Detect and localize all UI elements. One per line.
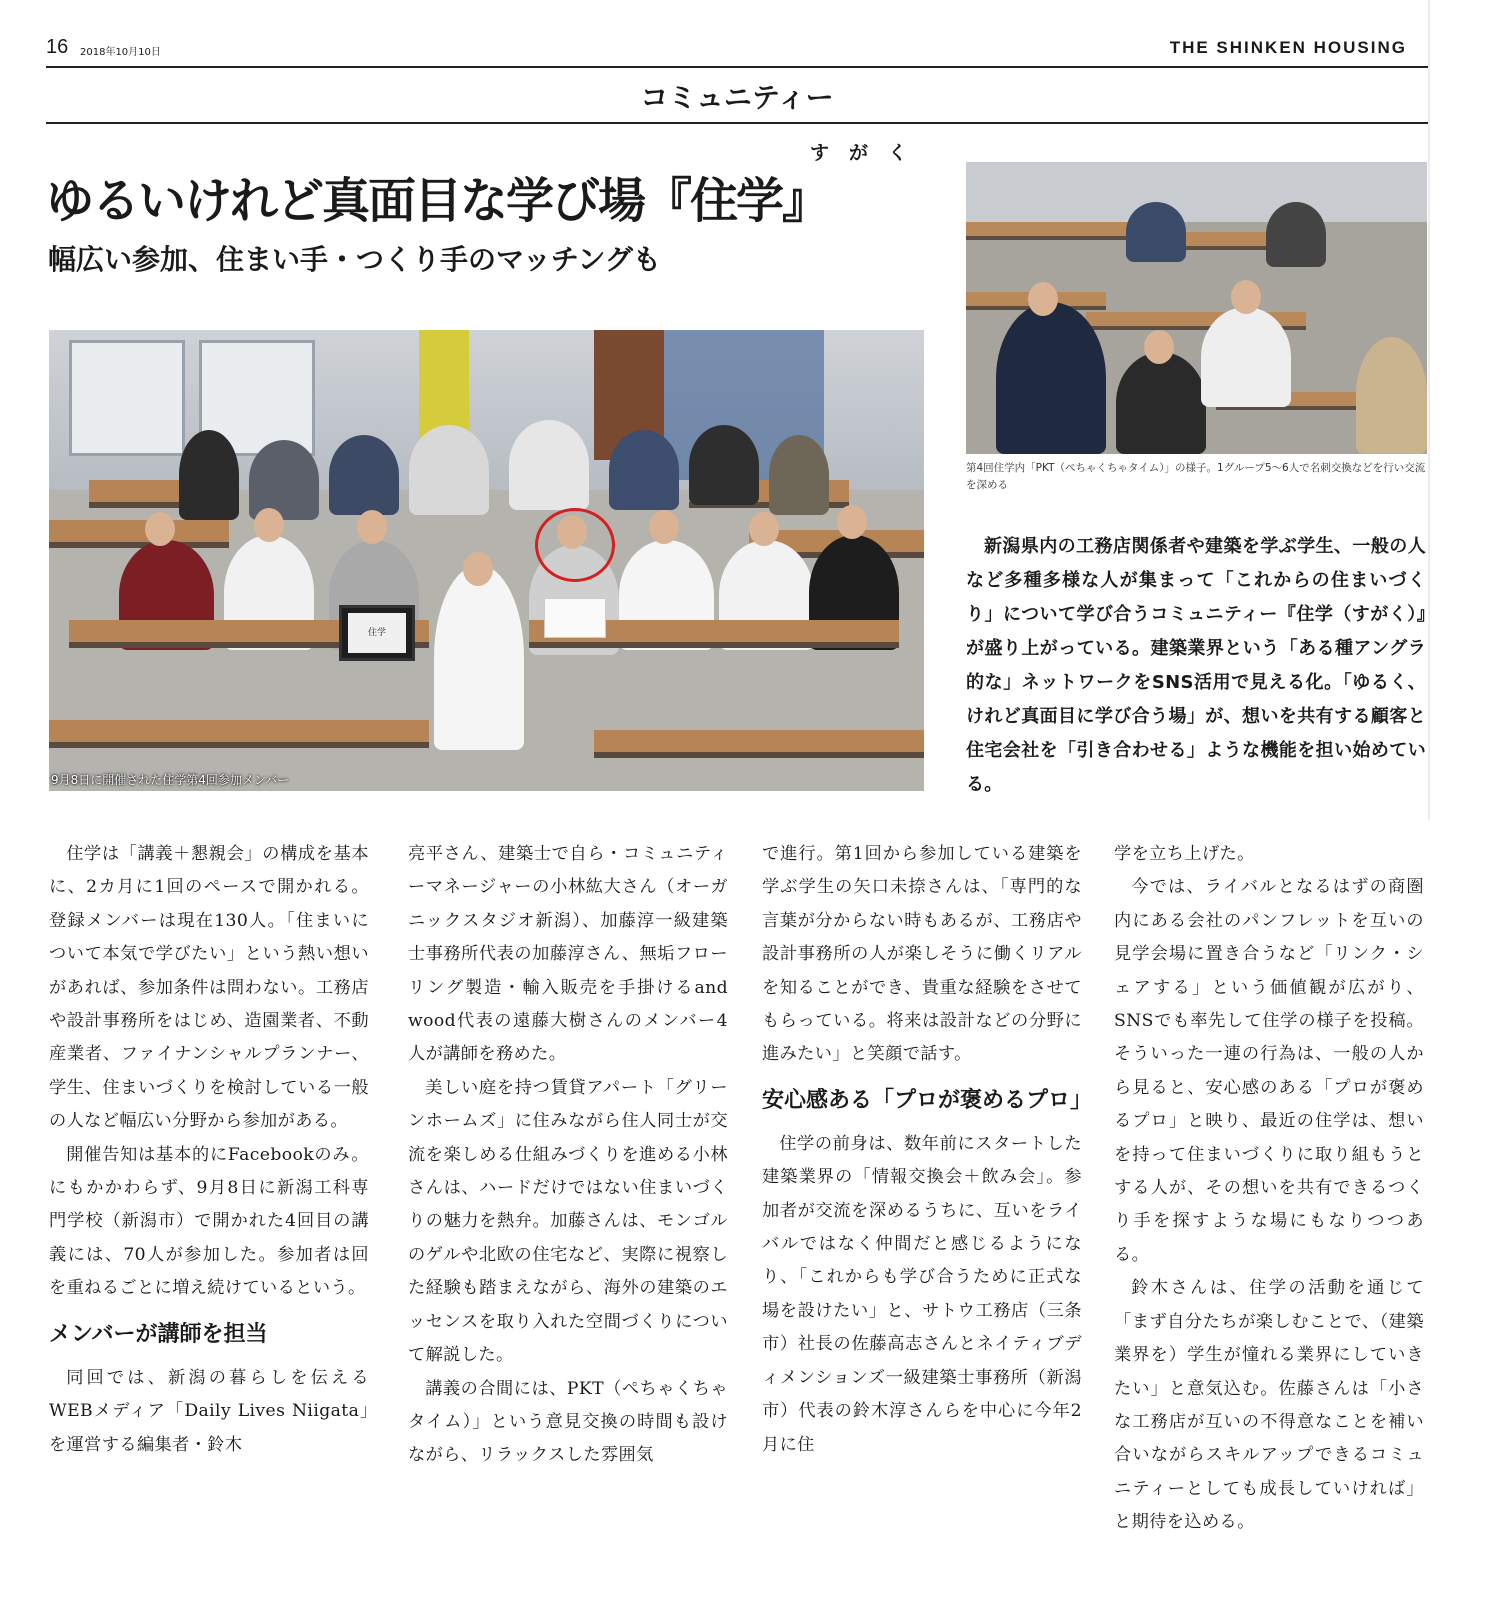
photo-front-desk bbox=[594, 730, 924, 758]
section-title: コミュニティー bbox=[640, 81, 834, 114]
issue-date: 2018年10月10日 bbox=[80, 47, 161, 58]
photo-face bbox=[649, 510, 679, 544]
photo-window bbox=[69, 340, 185, 456]
photo-person bbox=[769, 435, 829, 515]
page-edge bbox=[1428, 0, 1430, 820]
photo-person bbox=[609, 430, 679, 510]
section-rule bbox=[46, 122, 1428, 124]
body-column-3 bbox=[762, 838, 1093, 1462]
photo-face bbox=[357, 510, 387, 544]
workshop-photo bbox=[966, 162, 1427, 454]
photo-face bbox=[145, 512, 175, 546]
article-subtitle: 幅広い参加、住まい手・つくり手のマッチングも bbox=[48, 243, 661, 276]
photo-face bbox=[837, 505, 867, 539]
photo-person bbox=[179, 430, 239, 520]
body-paragraph: 今では、ライバルとなるはずの商圏内にある会社のパンフレットを互いの見学会場に置き合うなど「リンク・シェアする」という価値観が広がり、SNSでも率先して住学の様子を投稿。そういった一連の行為は、一般の人から見ると、安心感のある「プロが褒めるプロ」と映り、最近の住学は、想いを持って住まいづくりに取り組もうとする人が、その想いを共有できるつくり手を探すような場にもなりつつある。 bbox=[1114, 877, 1424, 1265]
photo-desk bbox=[49, 520, 229, 548]
photo-desk bbox=[966, 222, 1136, 240]
header-rule bbox=[46, 66, 1428, 68]
photo-person bbox=[329, 435, 399, 515]
subheading: メンバーが講師を担当 bbox=[49, 1321, 268, 1347]
laptop-screen-text: 住学 bbox=[348, 613, 406, 653]
photo-wall bbox=[966, 162, 1427, 222]
body-paragraph: 住学の前身は、数年前にスタートした建築業界の「情報交換会＋飲み会」。参加者が交流を深めるうちに、互いをライバルではなく仲間だと感じるようになり、「これからも学び合うために正式な場を設けたい」と、サトウ工務店（三条市）社長の佐藤高志さんとネイティブディメンションズ一級建築士事務所（新潟市）代表の鈴木淳さんらを中心に今年2月に住 bbox=[762, 1133, 1082, 1455]
photo-person bbox=[509, 420, 589, 510]
photo-person bbox=[1356, 337, 1427, 454]
photo-person bbox=[996, 302, 1106, 454]
photo-face bbox=[1144, 330, 1174, 364]
highlight-circle bbox=[535, 508, 615, 582]
photo-laptop bbox=[339, 605, 415, 661]
page-number: 16 bbox=[46, 36, 69, 58]
photo-person bbox=[1201, 307, 1291, 407]
body-column-1 bbox=[49, 838, 369, 1462]
photo-face bbox=[254, 508, 284, 542]
photo-face bbox=[463, 552, 493, 586]
body-paragraph: 同回では、新潟の暮らしを伝えるWEBメディア「Daily Lives Niigata」を運営する編集者・鈴木 bbox=[49, 1367, 369, 1455]
photo-face bbox=[1231, 280, 1261, 314]
main-photo-caption: 9月8日に開催された住学第4回参加メンバー bbox=[51, 773, 290, 787]
photo-person bbox=[1266, 202, 1326, 267]
body-paragraph: 講義の合間には、PKT（ぺちゃくちゃタイム）」という意見交換の時間も設けながら、リラックスした雰囲気 bbox=[408, 1378, 728, 1466]
subheading: 安心感ある「プロが褒めるプロ」 bbox=[762, 1087, 1093, 1113]
body-column-2 bbox=[408, 838, 728, 1473]
publication-name: THE SHINKEN HOUSING bbox=[1169, 38, 1407, 57]
photo-person bbox=[409, 425, 489, 515]
body-paragraph: 開催告知は基本的にFacebookのみ。にもかかわらず、9月8日に新潟工科専門学校（新潟市）で開かれた4回目の講義には、70人が参加した。参加者は回を重ねるごとに増え続けているという。 bbox=[49, 1144, 369, 1299]
lead-paragraph: 新潟県内の工務店関係者や建築を学ぶ学生、一般の人など多種多様な人が集まって「これからの住まいづくり」について学び合うコミュニティー『住学（すがく）』が盛り上がっている。建築業界という「ある種アングラ的な」ネットワークをSNS活用で見える化。「ゆるく、けれど真面目に学び合う場」が、想いを共有する顧客と住宅会社を「引き合わせる」ような機能を担い始めている。 bbox=[966, 536, 1426, 795]
group-photo bbox=[49, 330, 924, 791]
body-column-4 bbox=[1114, 838, 1424, 1540]
photo-paper bbox=[544, 598, 606, 638]
title-ruby: すがく bbox=[810, 142, 928, 164]
photo-person bbox=[1116, 352, 1206, 454]
body-paragraph: 学を立ち上げた。 bbox=[1114, 844, 1255, 864]
photo-person bbox=[249, 440, 319, 520]
body-paragraph: 住学は「講義＋懇親会」の構成を基本に、2カ月に1回のペースで開かれる。登録メンバーは現在130人。「住まいについて本気で学びたい」という熱い想いがあれば、参加条件は問わない。工務店や設計事務所をはじめ、造園業者、不動産業者、ファイナンシャルプランナー、学生、住まいづくりを検討している一般の人など幅広い分野から参加がある。 bbox=[49, 844, 369, 1132]
body-paragraph: 鈴木さんは、住学の活動を通じて「まず自分たちが楽しむことで、（建築業界を）学生が憧れる業界にしていきたい」と意気込む。佐藤さんは「小さな工務店が互いの不得意なことを補い合いながらスキルアップできるコミュニティーとしても成長していければ」と期待を込める。 bbox=[1114, 1278, 1424, 1533]
photo-person bbox=[689, 425, 759, 505]
photo-face bbox=[749, 512, 779, 546]
body-paragraph: で進行。第1回から参加している建築を学ぶ学生の矢口未捺さんは、「専門的な言葉が分からない時もあるが、工務店や設計事務所の人が楽しそうに働くリアルを知ることができ、貴重な経験をさせてもらっている。将来は設計などの分野に進みたい」と笑顔で話す。 bbox=[762, 844, 1082, 1065]
photo-person bbox=[1126, 202, 1186, 262]
photo-person bbox=[434, 565, 524, 750]
photo-face bbox=[1028, 282, 1058, 316]
side-photo-caption: 第4回住学内「PKT（ぺちゃくちゃタイム）」の様子。1グループ5～6人で名刺交換などを行い交流を深める bbox=[966, 462, 1426, 491]
article-title: ゆるいけれど真面目な学び場『住学』 bbox=[46, 173, 829, 229]
photo-front-desk bbox=[49, 720, 429, 748]
body-paragraph: 美しい庭を持つ賃貸アパート「グリーンホームズ」に住みながら住人同士が交流を楽しめる仕組みづくりを進める小林さんは、ハードだけではない住まいづくりの魅力を熱弁。加藤さんは、モンゴルのゲルや北欧の住宅など、実際に視察した経験も踏まえながら、海外の建築のエッセンスを取り入れた空間づくりについて解説した。 bbox=[408, 1077, 728, 1366]
body-paragraph: 亮平さん、建築士で自ら・コミュニティーマネージャーの小林紘大さん（オーガニックスタジオ新潟）、加藤淳一級建築士事務所代表の加藤淳さん、無垢フローリング製造・輸入販売を手掛けるand wood代表の遠藤大樹さんのメンバー4人が講師を務めた。 bbox=[408, 844, 728, 1065]
